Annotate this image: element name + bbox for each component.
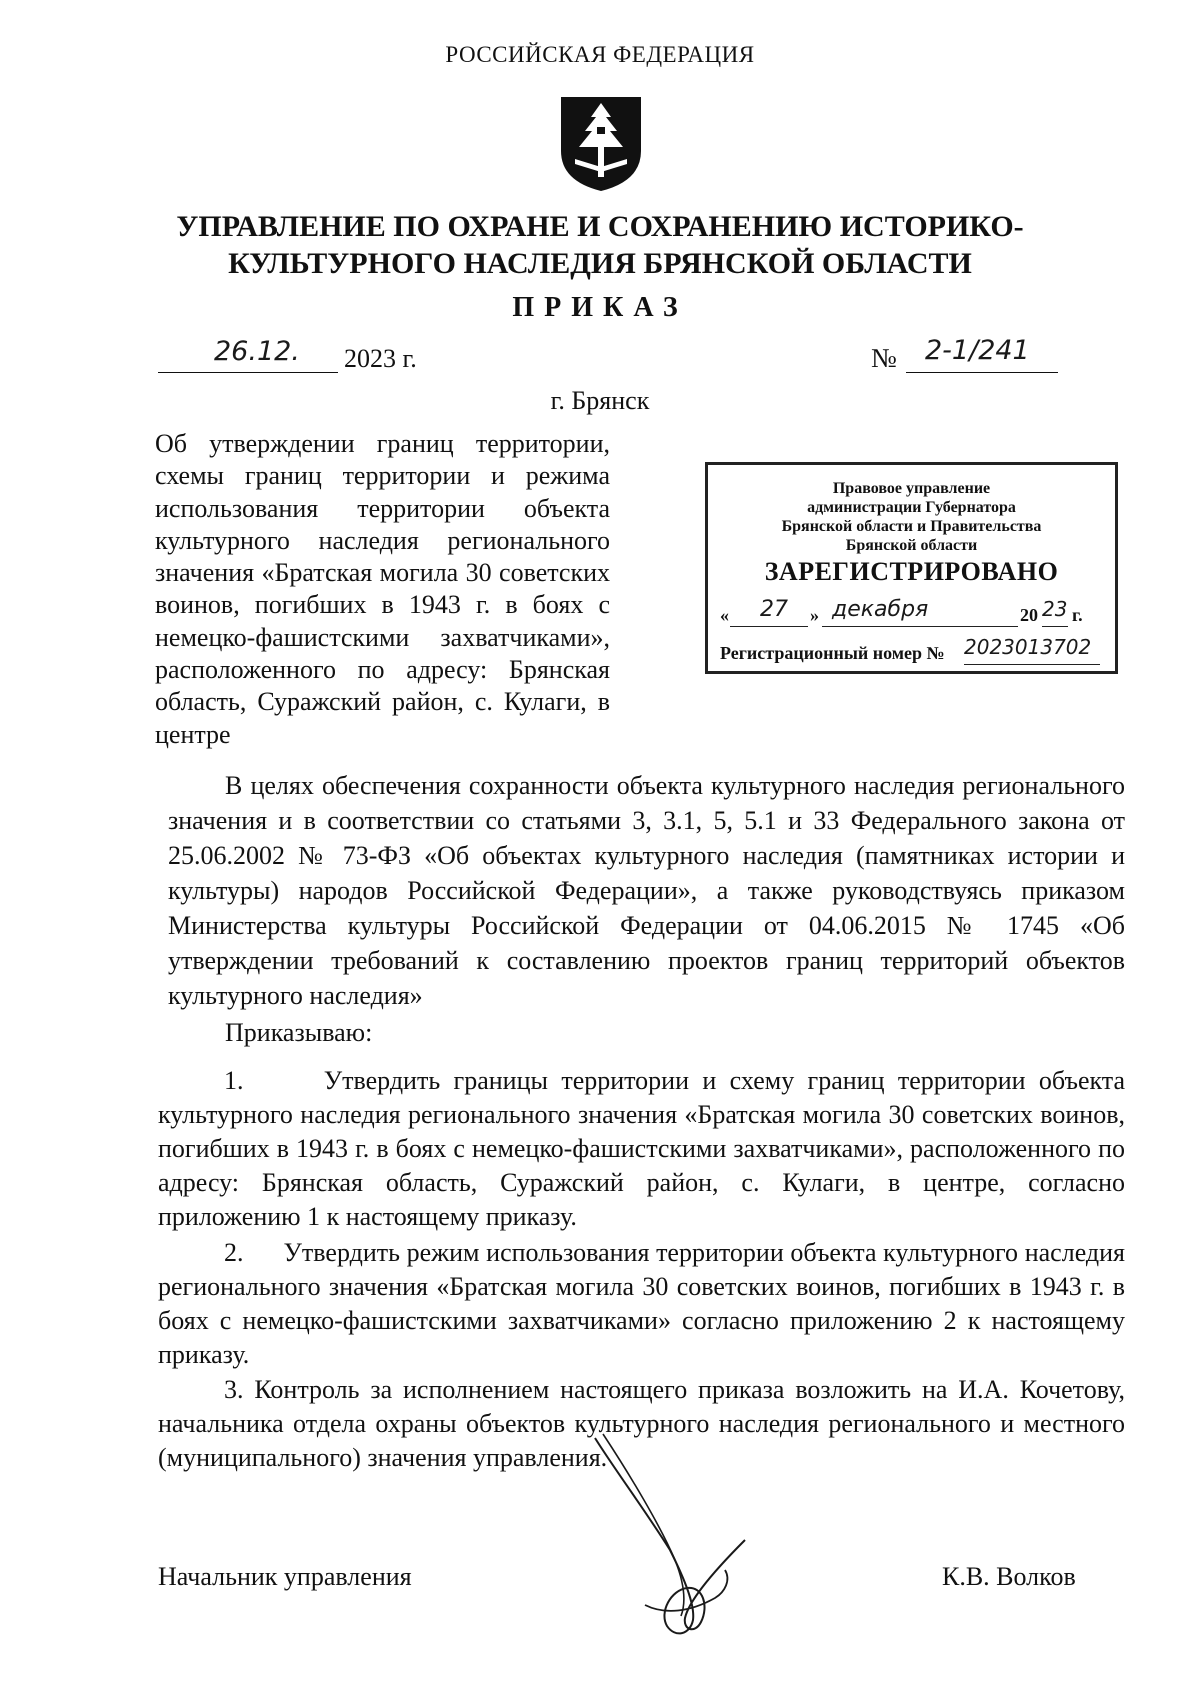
stamp-header	[708, 479, 1115, 555]
stamp-line-2: администрации Губернатора	[807, 499, 1016, 516]
stamp-reg-number-label: Регистрационный номер №	[720, 643, 945, 663]
stamp-date-year-unit: г.	[1072, 605, 1083, 625]
stamp-line-3: Брянской области и Правительства	[781, 518, 1042, 535]
stamp-number-underline	[964, 664, 1100, 665]
number-label: №	[871, 343, 897, 373]
registration-stamp	[705, 462, 1118, 674]
order-word: Приказываю:	[225, 1018, 373, 1047]
handwritten-date: 26.12.	[214, 336, 300, 367]
document-type: ПРИКАЗ	[512, 292, 688, 323]
order-item-3: 3. Контроль за исполнением настоящего приказа возложить на И.А. Кочетову, начальника отдела охраны объектов культурного наследия регионального и местного (муниципального) значения управления.	[158, 1375, 1125, 1472]
stamp-date-year-prefix: 20	[1020, 605, 1038, 625]
date-year: 2023 г.	[344, 344, 417, 373]
stamp-date-day: 27	[760, 597, 788, 622]
stamp-reg-number: 2023013702	[964, 635, 1092, 659]
order-item-2: 2. Утвердить режим использования территории объекта культурного наследия регионального значения «Братская могила 30 советских воинов, погибших в 1943 г. в боях с немецко-фашистскими захватчиками» согласно приложению 2 к настоящему приказу.	[158, 1238, 1125, 1369]
stamp-date-month: декабря	[832, 597, 929, 622]
signer-name: К.В. Волков	[942, 1562, 1076, 1591]
stamp-number-line	[720, 635, 1109, 668]
country-heading: РОССИЙСКАЯ ФЕДЕРАЦИЯ	[445, 42, 755, 67]
authority-title	[100, 208, 1100, 282]
handwritten-number: 2-1/241	[925, 335, 1030, 366]
signer-title: Начальник управления	[158, 1562, 412, 1591]
stamp-registered: ЗАРЕГИСТРИРОВАНО	[764, 557, 1059, 586]
authority-line-1: УПРАВЛЕНИЕ ПО ОХРАНЕ И СОХРАНЕНИЮ ИСТОРИКО-	[176, 210, 1024, 243]
stamp-line-1: Правовое управление	[832, 480, 991, 497]
city: г. Брянск	[550, 386, 650, 415]
preamble-paragraph: В целях обеспечения сохранности объекта культурного наследия регионального значения и в соответствии со статьями 3, 3.1, 5, 5.1 и 33 Федерального закона от 25.06.2002 № 73-ФЗ «Об объектах культурного наследия (памятниках истории и культуры) народов Российской Федерации», а также руководствуясь приказом Министерства культуры Российской Федерации от 04.06.2015 № 1745 «Об утверждении требований к составлению проектов границ территорий объектов культурного наследия»	[168, 771, 1125, 1010]
stamp-year-underline	[1042, 626, 1068, 627]
stamp-month-underline	[822, 626, 1018, 627]
document-subject: Об утверждении границ территории, схемы границ территории и режима использования территории объекта культурного наследия регионального значения «Братская могила 30 советских воинов, погибших в 1943 г. в боях с немецко-фашистскими захватчиками», расположенного по адресу: Брянская область, Суражский район, с. Кулаги, в центре	[155, 429, 610, 749]
stamp-date-open-quote: «	[720, 605, 729, 625]
stamp-day-underline	[730, 626, 808, 627]
stamp-date-line	[720, 597, 1103, 630]
authority-line-2: КУЛЬТУРНОГО НАСЛЕДИЯ БРЯНСКОЙ ОБЛАСТИ	[228, 247, 972, 280]
stamp-date-close-quote: »	[810, 605, 819, 625]
handwritten-signature	[575, 1430, 775, 1660]
bryansk-coat-of-arms-icon	[555, 93, 647, 193]
order-item-1: 1. Утвердить границы территории и схему границ территории объекта культурного наследия регионального значения «Братская могила 30 советских воинов, погибших в 1943 г. в боях с немецко-фашистскими захватчиками», расположенного по адресу: Брянская область, Суражский район, с. Кулаги, в центре, согласно приложению 1 к настоящему приказу.	[158, 1066, 1125, 1231]
stamp-line-4: Брянской области	[845, 537, 978, 554]
stamp-date-year-suffix: 23	[1042, 597, 1068, 621]
